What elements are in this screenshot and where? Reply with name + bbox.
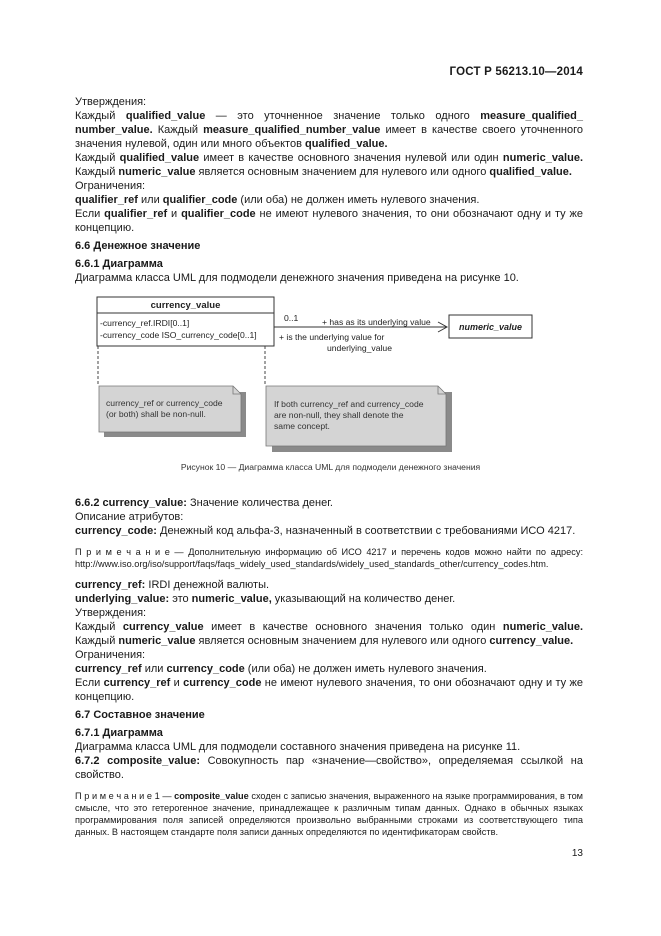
multiplicity-label: 0..1 [284,313,299,323]
note-1-line-1: currency_ref or currency_code [106,398,223,408]
text-block-bottom [75,496,583,838]
class-attribute-1: -currency_ref.IRDI[0..1] [100,318,190,328]
restrictions-label: Ограничения: [75,180,146,192]
paragraph-currency-value: Каждый currency_value имеет в качестве основного значения только один numeric_value. Каждый numeric_value является основным значением для нулевого или одного currency_value. [75,621,583,647]
class-attribute-2: -currency_code ISO_currency_code[0..1] [100,330,257,340]
note-2-line-1: If both currency_ref and currency_code [274,399,424,409]
role-label-top: + has as its underlying value [322,317,431,327]
paragraph-qualified-value-2: Каждый qualified_value имеет в качестве основного значения нулевой или один numeric_value. Каждый numeric_value является основным значением для нулевого или одного qualified_value. [75,152,583,178]
section-heading-6-7-2: 6.7.2 composite_value: Совокупность пар «значение—свойство», определяемая ссылкой на свойство. [75,755,583,781]
assertions-label-2: Утверждения: [75,607,147,619]
page-number: 13 [571,848,583,859]
restrictions-label-2: Ограничения: [75,649,146,661]
restriction-3: currency_ref или currency_code (или оба) не должен иметь нулевого значения. [75,663,487,675]
note-2-line-3: same concept. [274,421,330,431]
attribute-underlying-value: underlying_value: это numeric_value, указывающий на количество денег. [75,593,456,605]
restriction-2: Если qualifier_ref и qualifier_code не имеют нулевого значения, то они обозначают одну и ту же концепцию. [75,208,583,234]
role-label-bottom-2: underlying_value [327,343,392,353]
section-heading-6-7: 6.7 Составное значение [75,709,205,721]
attributes-label: Описание атрибутов: [75,511,184,523]
section-heading-6-6-1: 6.6.1 Диаграмма [75,258,163,270]
role-label-bottom-1: + is the underlying value for [279,332,385,342]
restriction-4: Если currency_ref и currency_code не имеют нулевого значения, то они обозначают одну и ту же концепцию. [75,677,583,703]
section-heading-6-6-2: 6.6.2 currency_value: Значение количества денег. [75,497,333,509]
paragraph-composite-diagram: Диаграмма класса UML для подмодели составного значения приведена на рисунке 11. [75,741,521,753]
class-name: currency_value [150,300,221,311]
figure-caption: Рисунок 10 — Диаграмма класса UML для подмодели денежного значения [180,462,481,472]
section-heading-6-6: 6.6 Денежное значение [75,240,201,252]
note-1-line-2: (or both) shall be non-null. [106,409,206,419]
restriction-1: qualifier_ref или qualifier_code (или оба) не должен иметь нулевого значения. [75,194,480,206]
target-class-name: numeric_value [458,322,523,332]
note-iso-4217: П р и м е ч а н и е — Дополнительную информацию об ИСО 4217 и перечень кодов можно найти по адресу: http://www.iso.org/iso/support/faqs/faqs_widely_used_standards/widely_used_standards_other/currency_codes.htm. [75,547,583,569]
standard-header: ГОСТ Р 56213.10—2014 [449,66,583,78]
assertions-label: Утверждения: [75,96,147,108]
attribute-currency-ref: currency_ref: IRDI денежной валюты. [75,579,270,591]
attribute-currency-code: currency_code: Денежный код альфа-3, назначенный в соответствии с требованиями ИСО 4217. [75,525,576,537]
paragraph-qualified-value-1: Каждый qualified_value — это уточненное значение только одного measure_qualified_ number_value. Каждый measure_qualified_number_value имеет в качестве своего уточненного значения нулевой, один или много объектов qualified_value. [75,110,584,150]
section-heading-6-7-1: 6.7.1 Диаграмма [75,727,163,739]
note-composite-value: П р и м е ч а н и е 1 — composite_value сходен с записью значения, выраженного на языке программирования, в том смысле, что это гетерогенное значение, принадлежащее к различным типам данных. Однако в обычных языках программирования поля записей определяются произвольно выбранными строками из соответствующего типа данных. В настоящем стандарте поля записи данных определяются по идентификаторам свойств. [75,791,583,837]
paragraph-diagram-intro: Диаграмма класса UML для подмодели денежного значения приведена на рисунке 10. [75,272,519,284]
note-2-line-2: are non-null, they shall denote the [274,410,404,420]
